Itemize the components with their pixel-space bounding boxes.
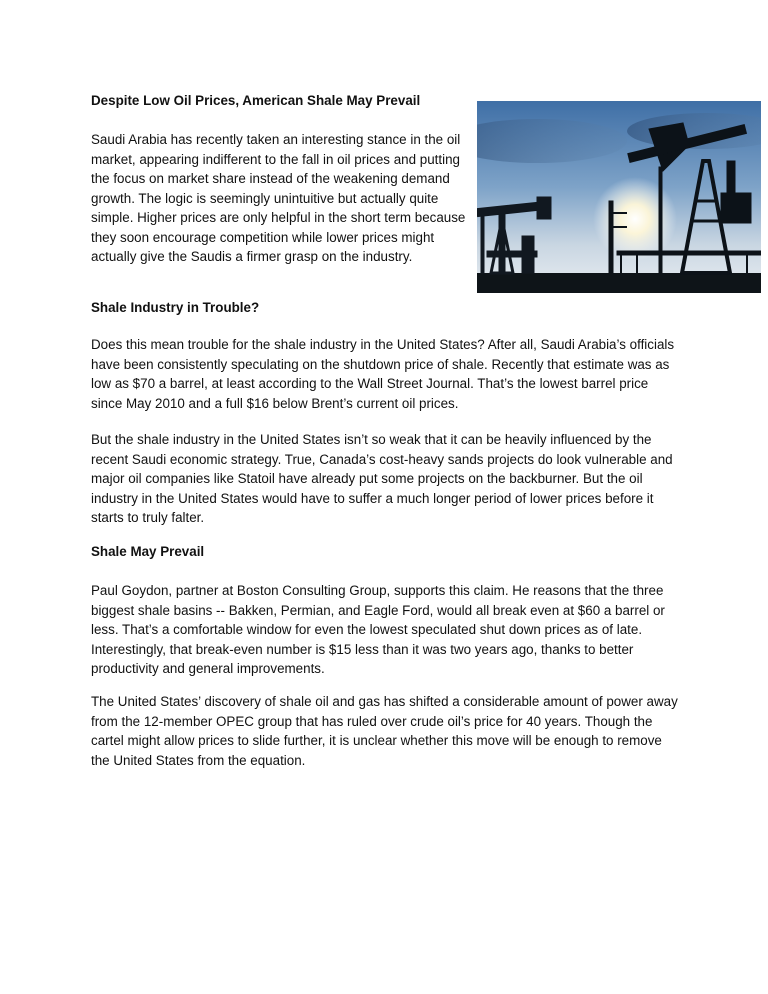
paragraph-trouble-1: Does this mean trouble for the shale industry in the United States? After all, Saudi Arabia’s officials have been consistently speculating on the shutdown price of shale. Recently that estimate was as low as $70 a barrel, at least according to the Wall Street Journal. That’s the lowest barrel price since May 2010 and a full $16 below Brent’s current oil prices. — [91, 337, 675, 411]
intro-paragraph: Saudi Arabia has recently taken an interesting stance in the oil market, appearing indifferent to the fall in oil prices and putting the focus on market share instead of the weakening demand growth. The logic is seemingly unintuitive but actually quite simple. Higher prices are only helpful in the short term because they soon encourage competition while lower prices might actually give the Saudis a firmer grasp on the industry. — [91, 132, 466, 264]
oil-pumpjack-photo — [477, 101, 761, 293]
paragraph-prevail-2: The United States’ discovery of shale oil and gas has shifted a considerable amount of power away from the 12-member OPEC group that has ruled over crude oil’s price for 40 years. Though the cartel might allow prices to slide further, it is unclear whether this move will be enough to remove the United States from the equation. — [91, 694, 678, 768]
paragraph-prevail-1: Paul Goydon, partner at Boston Consulting Group, supports this claim. He reasons that the three biggest shale basins -- Bakken, Permian, and Eagle Ford, would all break even at $60 a barrel or less. That’s a comfortable window for even the lowest speculated shut down prices as of late. Interestingly, that break-even number is $15 less than it was two years ago, thanks to better productivity and general improvements. — [91, 583, 665, 676]
pumpjack-illustration — [477, 101, 761, 293]
paragraph-trouble-2: But the shale industry in the United States isn’t so weak that it can be heavily influenced by the recent Saudi economic strategy. True, Canada’s cost-heavy sands projects do look vulnerable and major oil companies like Statoil have already put some projects on the backburner. But the oil industry in the United States would have to suffer a much longer period of lower prices before it starts to truly falter. — [91, 432, 673, 525]
article-title: Despite Low Oil Prices, American Shale May Prevail — [91, 93, 421, 108]
section-heading-shale-prevail: Shale May Prevail — [91, 544, 205, 559]
section-heading-shale-trouble: Shale Industry in Trouble? — [91, 300, 260, 315]
